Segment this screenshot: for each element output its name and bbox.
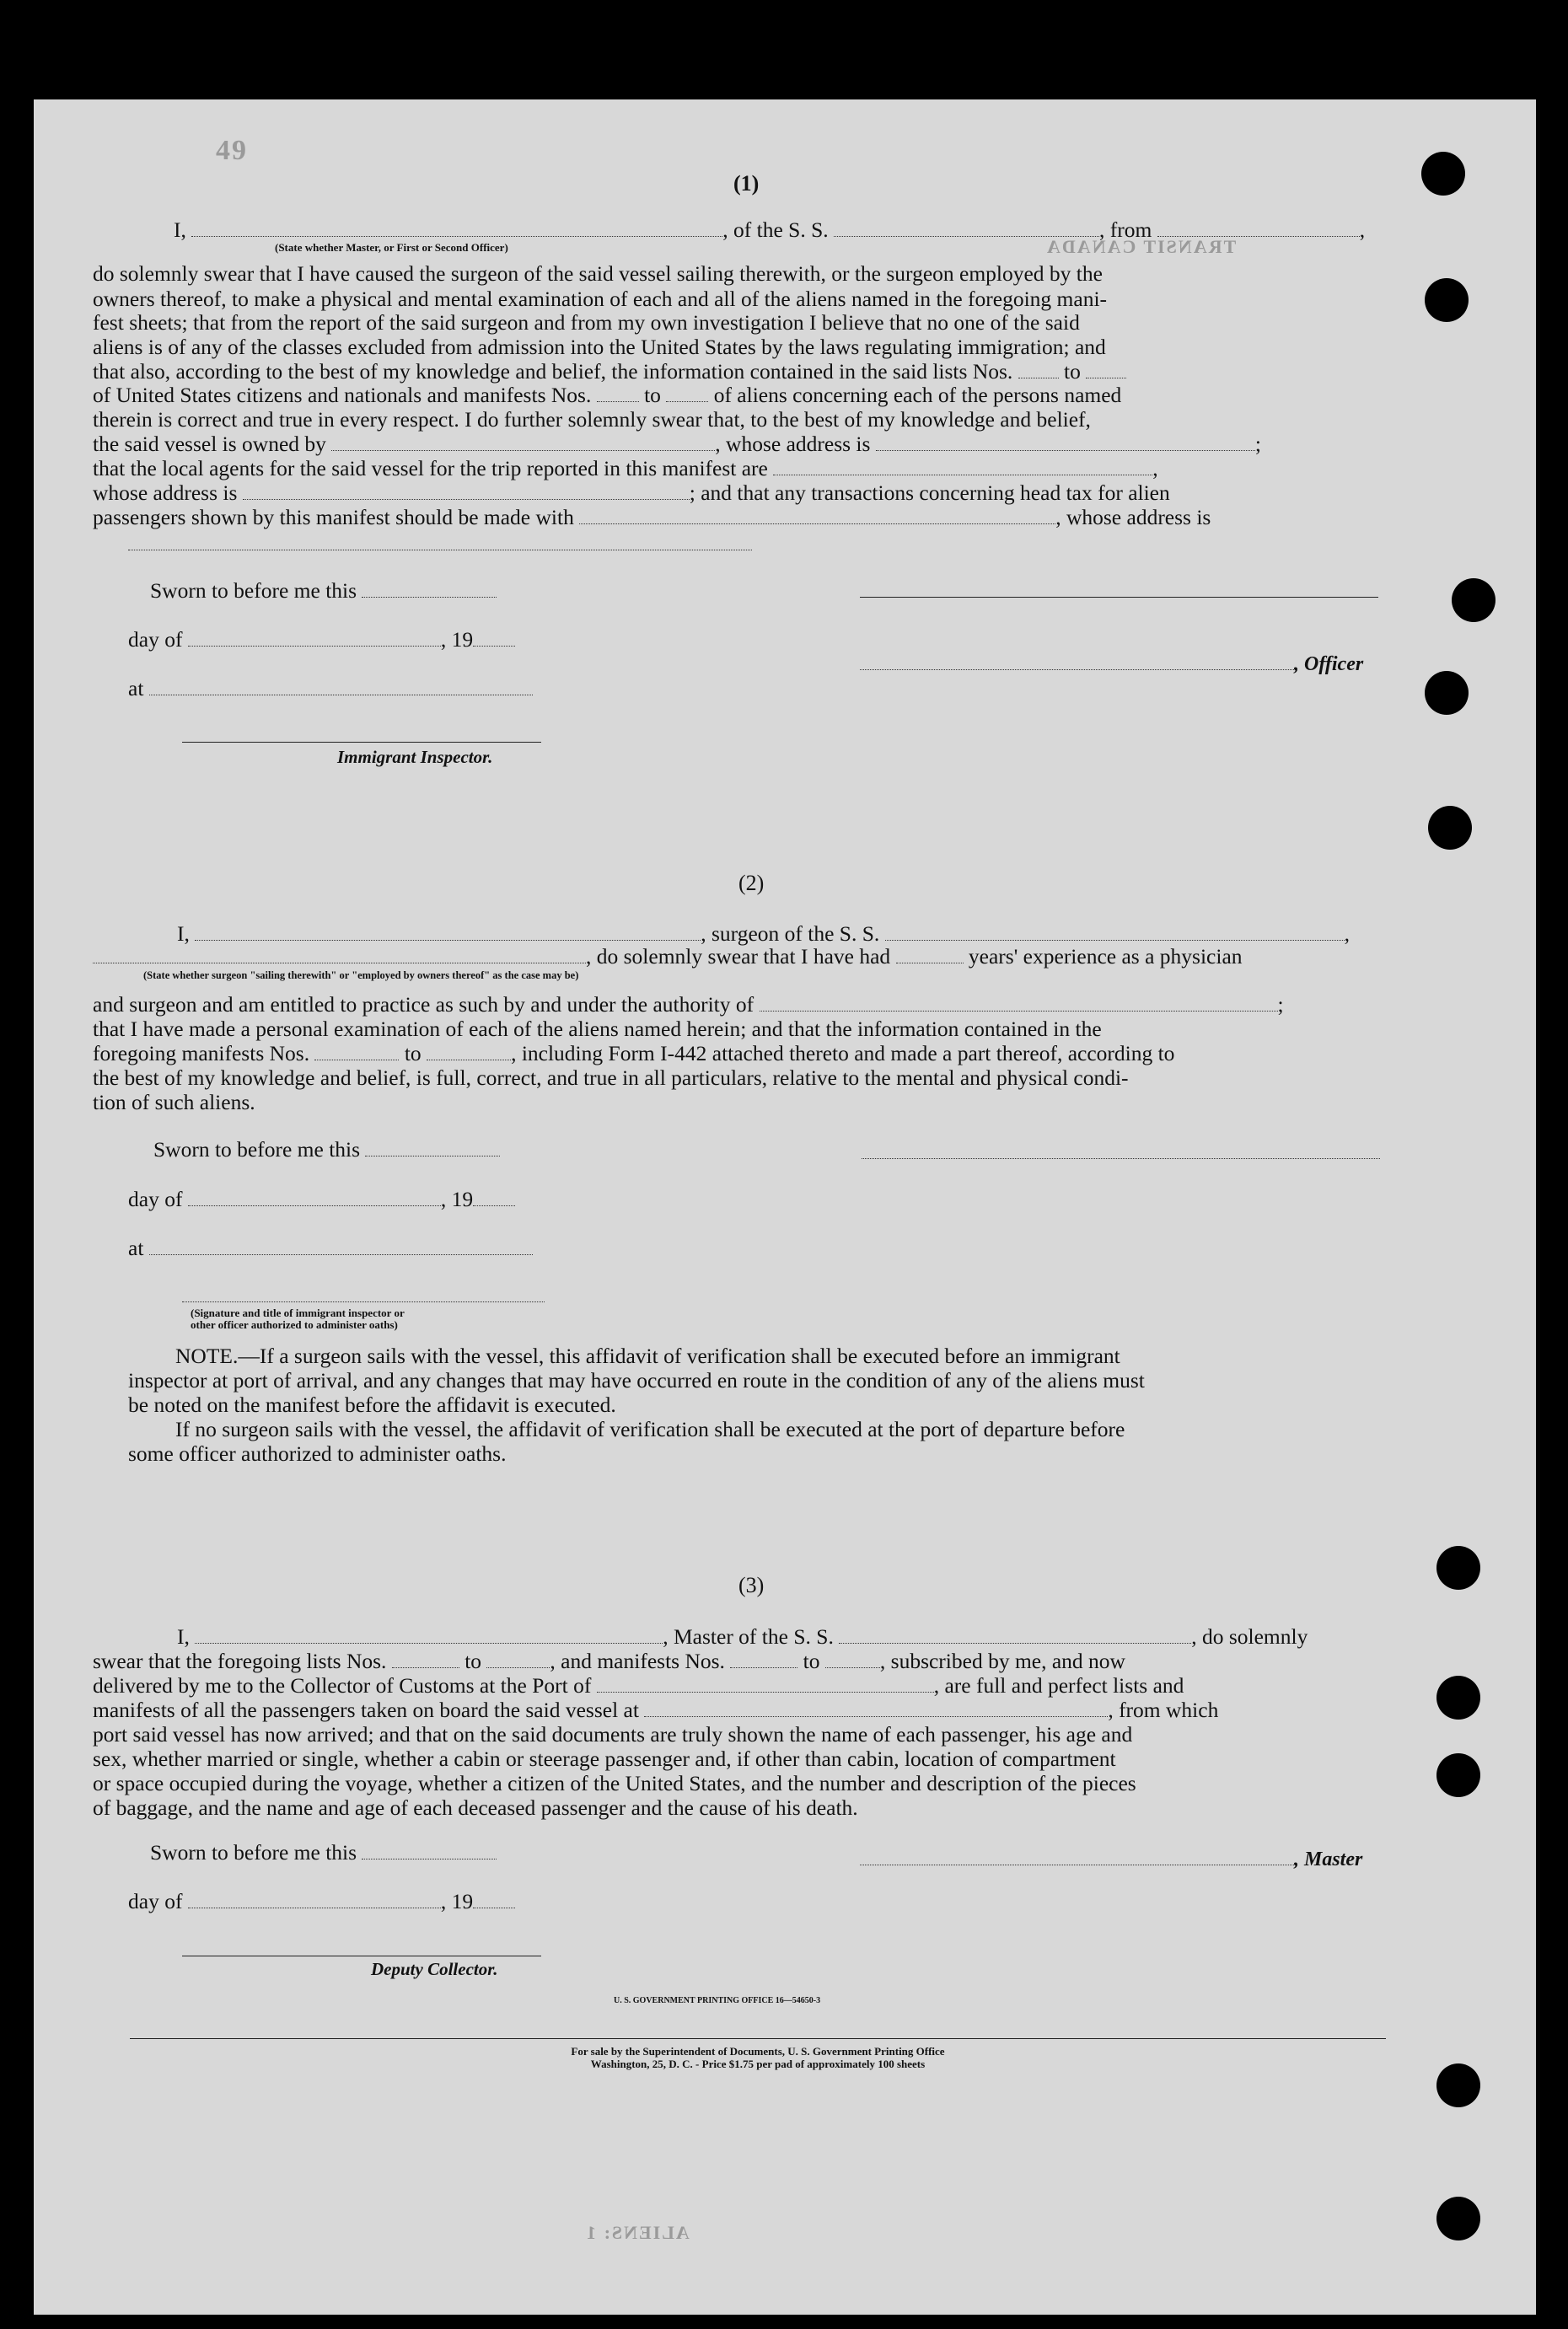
- manifests-to-field[interactable]: [825, 1649, 880, 1668]
- section-3-line-1: [177, 1624, 1492, 1649]
- section-1-sworn: [150, 578, 497, 604]
- text: ;: [1254, 432, 1261, 456]
- at-field[interactable]: [149, 676, 533, 695]
- sworn-day-field[interactable]: [362, 1840, 497, 1859]
- stamp-transit: TRANSIT CANADA: [1045, 236, 1237, 257]
- text: ,: [1359, 217, 1366, 242]
- year-field[interactable]: [473, 1889, 515, 1908]
- signature-note-1: (Signature and title of immigrant inspector or: [191, 1307, 405, 1319]
- officer-note: (State whether Master, or First or Second Officer): [275, 241, 508, 254]
- section-1-p1: do solemnly swear that I have caused the surgeon of the said vessel sailing therewith, or the surgeon employed by the: [93, 261, 1103, 286]
- text: day of: [128, 1889, 183, 1913]
- vessel-name-field[interactable]: [834, 217, 1099, 237]
- text: , Officer: [1294, 653, 1364, 675]
- head-tax-address-field[interactable]: [128, 531, 752, 550]
- sale-line-1: For sale by the Superintendent of Documents, U. S. Government Printing Office: [571, 2045, 945, 2058]
- immigrant-inspector-label: Immigrant Inspector.: [337, 747, 493, 767]
- punch-hole: [1428, 806, 1472, 850]
- text: foregoing manifests Nos.: [93, 1041, 310, 1065]
- section-1-p6: [93, 383, 1408, 407]
- text: and surgeon and am entitled to practice as such by and under the authority of: [93, 992, 754, 1017]
- day-month-field[interactable]: [188, 1889, 441, 1908]
- signature-line[interactable]: [860, 597, 1378, 598]
- punch-hole: [1425, 671, 1469, 715]
- authority-field[interactable]: [760, 992, 1278, 1012]
- text: , Master of the S. S.: [663, 1624, 834, 1649]
- signature-line[interactable]: [862, 1140, 1380, 1159]
- section-1-p10: [93, 480, 1408, 505]
- text: , Master: [1294, 1849, 1363, 1870]
- text: of United States citizens and nationals and manifests Nos.: [93, 383, 592, 407]
- text: Sworn to before me this: [150, 578, 357, 603]
- text: ,: [1344, 921, 1351, 946]
- from-port-field[interactable]: [1157, 217, 1360, 237]
- section-2-day: [128, 1187, 515, 1212]
- section-1-p9: [93, 456, 1408, 480]
- text: ; and that any transactions concerning head tax for alien: [689, 480, 1170, 505]
- text: , and manifests Nos.: [550, 1649, 725, 1673]
- punch-hole: [1436, 2197, 1480, 2240]
- section-1-p8: [93, 432, 1408, 456]
- punch-hole: [1436, 2063, 1480, 2107]
- head-tax-field[interactable]: [579, 505, 1055, 524]
- section-3-line-4: [93, 1698, 1408, 1722]
- port-field[interactable]: [597, 1673, 934, 1693]
- lists-from-field[interactable]: [1018, 359, 1059, 378]
- section-2-p6: the best of my knowledge and belief, is full, correct, and true in all particulars, relative to the mental and physical condi-: [93, 1065, 1129, 1090]
- text: , of the S. S.: [722, 217, 829, 242]
- section-3-line-5: port said vessel has now arrived; and that on the said documents are truly shown the name of each passenger, his age and: [93, 1722, 1133, 1747]
- note-line-1: NOTE.—If a surgeon sails with the vessel, this affidavit of verification shall be executed before an immigrant: [175, 1344, 1120, 1368]
- text: at: [128, 676, 144, 700]
- section-1-p7: therein is correct and true in every respect. I do further solemnly swear that, to the best of my knowledge and belief,: [93, 407, 1091, 432]
- text: , from which: [1108, 1698, 1219, 1722]
- section-3-master: [860, 1846, 1362, 1871]
- section-1-officer: [860, 651, 1363, 676]
- punch-hole: [1436, 1753, 1480, 1797]
- deputy-collector-label: Deputy Collector.: [371, 1959, 498, 1979]
- punch-hole: [1452, 578, 1496, 622]
- master-name-field[interactable]: [195, 1624, 663, 1644]
- section-1-p5: [93, 359, 1408, 384]
- manifests-from-field[interactable]: [597, 383, 639, 402]
- gpo-imprint: U. S. GOVERNMENT PRINTING OFFICE 16—54650-3: [614, 1996, 821, 2005]
- text: day of: [128, 1187, 183, 1211]
- text: , 19: [440, 1187, 474, 1211]
- text: , do solemnly swear that I have had: [586, 944, 891, 969]
- master-vessel-field[interactable]: [839, 1624, 1191, 1644]
- text: , whose address is: [715, 432, 871, 456]
- sale-line-2: Washington, 25, D. C. - Price $1.75 per pad of approximately 100 sheets: [590, 2058, 926, 2070]
- text: Sworn to before me this: [150, 1840, 357, 1865]
- text: , including Form I-442 attached thereto and made a part thereof, according to: [511, 1041, 1175, 1065]
- section-3-line-6: sex, whether married or single, whether a cabin or steerage passenger and, if other than cabin, location of compartment: [93, 1747, 1116, 1771]
- note-line-3: be noted on the manifest before the affidavit is executed.: [128, 1393, 616, 1417]
- text: , 19: [440, 627, 474, 652]
- text: years' experience as a physician: [968, 944, 1243, 969]
- surgeon-type-field[interactable]: [93, 944, 586, 963]
- text: the said vessel is owned by: [93, 432, 326, 456]
- section-2-at: [128, 1236, 533, 1261]
- text: I,: [174, 217, 186, 242]
- surgeon-name-field[interactable]: [195, 921, 701, 941]
- stamp-number: 49: [216, 135, 248, 166]
- section-1-day: [128, 627, 515, 652]
- note-line-5: some officer authorized to administer oaths.: [128, 1441, 507, 1466]
- text: to: [404, 1041, 422, 1065]
- text: ,: [1152, 456, 1158, 480]
- section-1-p2: owners thereof, to make a physical and mental examination of each and all of the aliens named in the foregoing mani-: [93, 287, 1108, 311]
- section-2-p5: [93, 1041, 1408, 1065]
- day-month-field[interactable]: [188, 1187, 441, 1206]
- punch-hole: [1436, 1676, 1480, 1720]
- signature-note-2: other officer authorized to administer oaths): [191, 1318, 398, 1331]
- text: that the local agents for the said vessel for the trip reported in this manifest are: [93, 456, 768, 480]
- text: , surgeon of the S. S.: [701, 921, 880, 946]
- text: that also, according to the best of my knowledge and belief, the information contained in the said lists Nos.: [93, 359, 1013, 384]
- text: , 19: [440, 1889, 474, 1913]
- owner-address-field[interactable]: [876, 432, 1255, 451]
- text: delivered by me to the Collector of Customs at the Port of: [93, 1673, 592, 1698]
- text: Sworn to before me this: [153, 1137, 361, 1162]
- lists-from-field[interactable]: [392, 1649, 459, 1668]
- note-line-4: If no surgeon sails with the vessel, the affidavit of verification shall be executed at the port of departure before: [175, 1417, 1125, 1441]
- text: manifests of all the passengers taken on board the said vessel at: [93, 1698, 639, 1722]
- section-1-at: [128, 676, 533, 701]
- inspector-signature-line[interactable]: [182, 742, 541, 743]
- surgeon-note: (State whether surgeon "sailing therewith" or "employed by owners thereof" as the case may be): [143, 969, 579, 981]
- text: , whose address is: [1055, 505, 1211, 529]
- sworn-day-field[interactable]: [365, 1137, 500, 1156]
- punch-hole: [1421, 152, 1465, 196]
- stamp-bottom: ALIENS: 1: [585, 2222, 690, 2243]
- text: to: [1064, 359, 1081, 384]
- surgeon-vessel-field[interactable]: [885, 921, 1345, 941]
- section-3-sworn: [150, 1840, 497, 1865]
- officer-name-field[interactable]: [191, 217, 722, 237]
- agents-address-field[interactable]: [243, 480, 690, 500]
- text: , from: [1099, 217, 1152, 242]
- section-1-p11: [93, 505, 1408, 529]
- years-field[interactable]: [896, 944, 964, 963]
- text: to: [803, 1649, 820, 1673]
- year-field[interactable]: [473, 627, 515, 647]
- text: at: [128, 1236, 144, 1260]
- manifests-to-field[interactable]: [427, 1041, 511, 1060]
- section-3-line-3: [93, 1673, 1408, 1698]
- year-field[interactable]: [473, 1187, 515, 1206]
- section-2-p3: [93, 992, 1408, 1017]
- section-2-p7: tion of such aliens.: [93, 1090, 255, 1114]
- section-1-p4: aliens is of any of the classes excluded from admission into the United States by the laws regulating immigration; and: [93, 335, 1106, 359]
- note-line-2: inspector at port of arrival, and any changes that may have occurred en route in the condition of any of the aliens must: [128, 1368, 1145, 1393]
- section-2-line-1: [177, 921, 1492, 946]
- owner-field[interactable]: [331, 432, 715, 451]
- section-1-number: (1): [733, 171, 760, 196]
- footer-rule: [130, 2038, 1386, 2039]
- text: , subscribed by me, and now: [879, 1649, 1125, 1673]
- master-signature-field[interactable]: [860, 1846, 1294, 1865]
- boarding-port-field[interactable]: [644, 1698, 1108, 1717]
- text: to: [644, 383, 661, 407]
- text: , do solemnly: [1191, 1624, 1308, 1649]
- section-3-line-8: of baggage, and the name and age of each deceased passenger and the cause of his death.: [93, 1795, 858, 1820]
- text: ;: [1277, 992, 1284, 1017]
- manifests-to-field[interactable]: [666, 383, 708, 402]
- section-2-p4: that I have made a personal examination of each of the aliens named herein; and that the information contained in the: [93, 1017, 1102, 1041]
- section-1-p3: fest sheets; that from the report of the said surgeon and from my own investigation I believe that no one of the said: [93, 310, 1080, 335]
- section-2-sworn: [153, 1137, 500, 1162]
- text: I,: [177, 921, 190, 946]
- manifests-from-field[interactable]: [314, 1041, 399, 1060]
- day-month-field[interactable]: [188, 627, 441, 647]
- punch-hole: [1436, 1546, 1480, 1590]
- section-3-number: (3): [738, 1573, 765, 1597]
- text: passengers shown by this manifest should be made with: [93, 505, 574, 529]
- text: , are full and perfect lists and: [933, 1673, 1184, 1698]
- at-field[interactable]: [149, 1236, 533, 1255]
- section-3-line-2: [93, 1649, 1408, 1673]
- text: to: [464, 1649, 482, 1673]
- sworn-day-field[interactable]: [362, 578, 497, 598]
- manifests-from-field[interactable]: [730, 1649, 797, 1668]
- text: I,: [177, 1624, 190, 1649]
- punch-hole: [1425, 278, 1469, 322]
- section-2-line-2: [93, 944, 1408, 969]
- text: of aliens concerning each of the persons named: [713, 383, 1122, 407]
- section-3-day: [128, 1889, 515, 1914]
- agents-field[interactable]: [773, 456, 1152, 475]
- lists-to-field[interactable]: [1086, 359, 1126, 378]
- section-3-line-7: or space occupied during the voyage, whether a citizen of the United States, and the number and description of the pieces: [93, 1771, 1136, 1795]
- inspector-signature-line[interactable]: [182, 1283, 545, 1302]
- text: day of: [128, 627, 183, 652]
- section-2-number: (2): [738, 871, 765, 895]
- text: whose address is: [93, 480, 238, 505]
- section-1-line-1: [174, 217, 1489, 242]
- lists-to-field[interactable]: [486, 1649, 550, 1668]
- officer-signature-field[interactable]: [860, 651, 1294, 670]
- text: swear that the foregoing lists Nos.: [93, 1649, 387, 1673]
